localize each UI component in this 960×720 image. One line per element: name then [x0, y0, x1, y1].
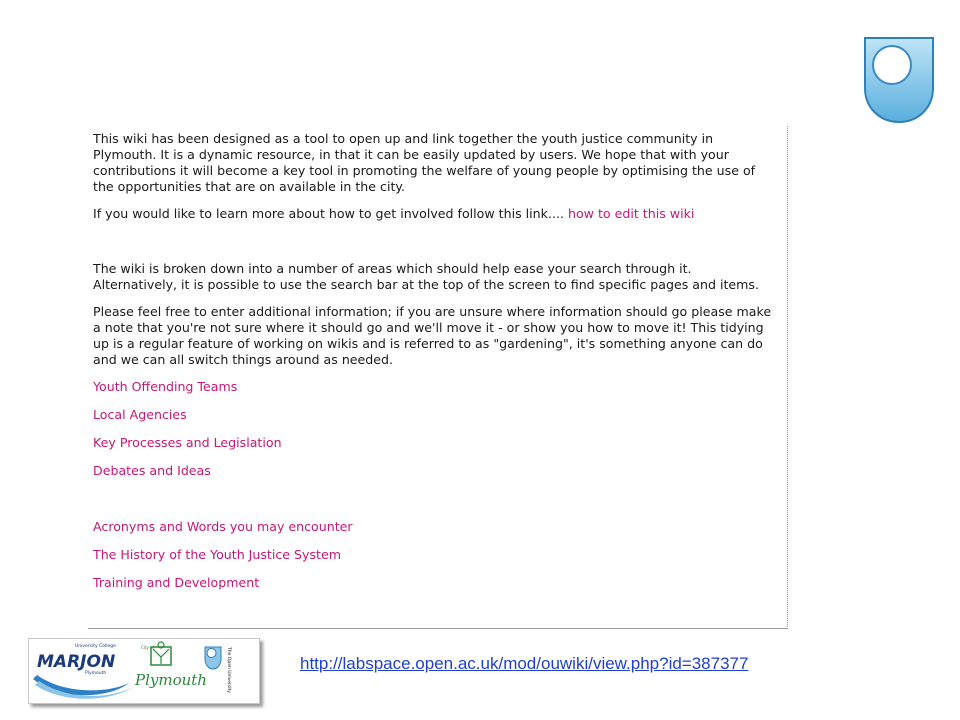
- marjon-logo: [33, 643, 133, 699]
- wiki-feedback-paragraph: Please feel free to enter additional information; if you are unsure where information should go please make a note that you're not sure where it should go and we'll move it - or show you how to move it! This tidying up is a regular feature of working on wikis and is referred to as "gardening", it's something anyone can do and we can all switch things around as needed.: [93, 304, 772, 367]
- area-link-training[interactable]: Training and Development: [93, 575, 260, 590]
- wiki-content-panel: [88, 126, 788, 629]
- partner-logos-graphic: [29, 639, 259, 703]
- open-university-small-logo: [205, 646, 232, 693]
- svg-text:University College: University College: [75, 644, 116, 649]
- area-link-history[interactable]: The History of the Youth Justice System: [93, 547, 342, 562]
- wiki-structure-paragraph: The wiki is broken down into a number of areas which should help ease your search through it. Alternatively, it is possible to use the search bar at the top of the screen to find specific pages and items.: [93, 261, 759, 292]
- area-link-youth-offending-teams[interactable]: Youth Offending Teams: [93, 379, 238, 394]
- wiki-get-involved-paragraph: [93, 206, 773, 222]
- get-involved-text: If you would like to learn more about how to get involved follow this link....: [93, 206, 568, 221]
- svg-text:Plymouth: Plymouth: [85, 671, 107, 676]
- spacer: [93, 491, 773, 519]
- area-link-key-processes[interactable]: Key Processes and Legislation: [93, 435, 282, 450]
- area-link-debates-ideas[interactable]: Debates and Ideas: [93, 463, 211, 478]
- open-university-logo: [862, 36, 936, 124]
- marjon-wordmark: MARJON: [37, 652, 116, 672]
- area-link-acronyms[interactable]: Acronyms and Words you may encounter: [93, 519, 353, 534]
- partner-logos-strip: [28, 638, 260, 704]
- ou-small-label: The Open University: [226, 647, 231, 693]
- spacer: [93, 233, 773, 261]
- area-link-local-agencies[interactable]: Local Agencies: [93, 407, 187, 422]
- how-to-edit-link[interactable]: how to edit this wiki: [567, 206, 695, 221]
- city-of-label: City of: [141, 645, 154, 650]
- plymouth-crest-icon: [134, 642, 207, 689]
- wiki-areas-list-secondary: [93, 519, 773, 591]
- plymouth-wordmark: Plymouth: [135, 671, 207, 689]
- wiki-intro-paragraph: This wiki has been designed as a tool to open up and link together the youth justice community in Plymouth. It is a dynamic resource, in that it can be easily updated by users. We hope that with your contributions it will become a key tool in promoting the welfare of young people by optimising the use of the opportunities that are on available in the city.: [93, 131, 756, 194]
- wiki-areas-list-primary: [93, 379, 773, 479]
- source-url-link[interactable]: http://labspace.open.ac.uk/mod/ouwiki/view.php?id=387377: [300, 654, 749, 673]
